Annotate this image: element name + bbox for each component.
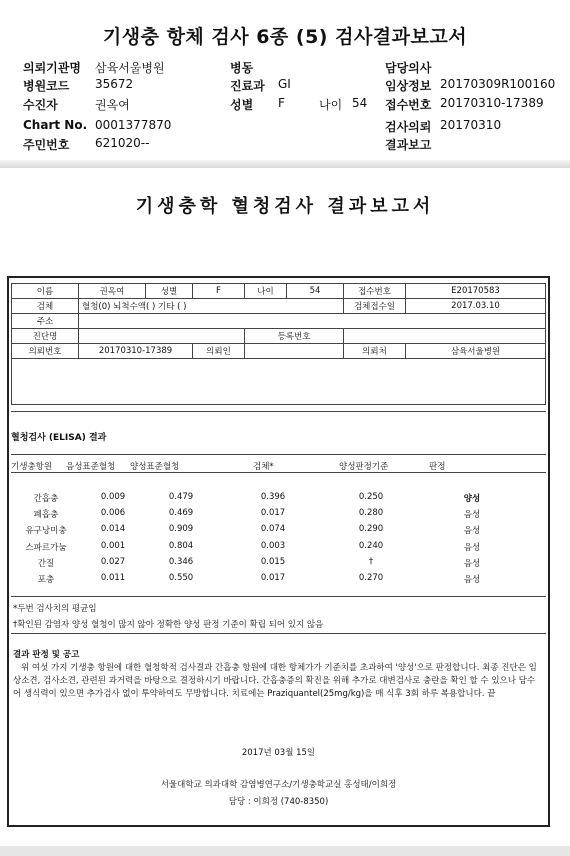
result-cutoff-cell: 0.270 bbox=[358, 573, 384, 583]
divider bbox=[11, 411, 546, 412]
contact: 담당 : 이희정 (740-8350) bbox=[228, 797, 329, 807]
sex-value: F bbox=[193, 284, 245, 299]
age-label-cell: 나이 bbox=[245, 284, 287, 299]
request-place-label: 의뢰처 bbox=[344, 344, 406, 359]
elisa-title: 혈청검사 (ELISA) 결과 bbox=[11, 433, 107, 443]
result-antigen-cell: 간질 bbox=[37, 558, 55, 569]
address-value bbox=[79, 314, 546, 329]
result-cutoff-cell: 0.240 bbox=[358, 540, 384, 551]
diagnosis-value bbox=[79, 329, 245, 344]
result-pos-cell: 0.909 bbox=[168, 524, 194, 535]
page-separator-bottom bbox=[0, 846, 570, 856]
result-neg-cell: 0.006 bbox=[100, 508, 126, 519]
divider bbox=[11, 596, 546, 597]
header-label: 담당의사 bbox=[385, 61, 432, 75]
header-label: 성별 bbox=[230, 98, 254, 112]
age-value: 54 bbox=[352, 96, 368, 110]
received-label: 검체접수일 bbox=[344, 299, 406, 314]
result-neg-cell: 0.011 bbox=[100, 573, 126, 583]
col-sample: 검체* bbox=[253, 462, 274, 472]
result-antigen-cell: 포충 bbox=[37, 575, 55, 585]
requester-value bbox=[245, 344, 344, 359]
result-neg-cell: 0.014 bbox=[100, 524, 126, 535]
divider bbox=[11, 472, 546, 473]
divider bbox=[11, 454, 546, 455]
result-neg-cell: 0.027 bbox=[100, 556, 126, 567]
divider bbox=[11, 633, 546, 634]
issuing-org: 서울대학교 의과대학 감염병연구소/기생충학교실 홍성태/이희정 bbox=[160, 780, 397, 790]
result-result-cell: 음성 bbox=[463, 558, 481, 569]
header-value: 삼육서울병원 bbox=[95, 61, 165, 75]
col-antigen: 기생충항원 bbox=[11, 462, 53, 472]
diagnosis-label: 진단명 bbox=[12, 329, 79, 344]
col-positive-std: 양성표준혈청 bbox=[130, 462, 180, 472]
header-value: 20170310 bbox=[440, 118, 502, 132]
specimen-value: 혈청(0) 뇌척수액( ) 기타 ( ) bbox=[79, 299, 344, 314]
col-result: 판정 bbox=[429, 462, 446, 472]
header-label: 병동 bbox=[230, 61, 254, 75]
blank-area bbox=[11, 359, 546, 405]
header-label: 주민번호 bbox=[23, 138, 70, 152]
name-value: 권옥여 bbox=[79, 284, 146, 299]
result-cutoff-cell: 0.290 bbox=[358, 524, 384, 535]
name-label: 이름 bbox=[12, 284, 79, 299]
result-pos-cell: 0.346 bbox=[168, 556, 194, 567]
result-sample-cell: 0.074 bbox=[260, 524, 286, 535]
header-label: 임상정보 bbox=[385, 79, 432, 93]
registration-label: 등록번호 bbox=[245, 329, 344, 344]
result-cutoff-cell: 0.280 bbox=[358, 508, 384, 519]
accession-label: 접수번호 bbox=[344, 284, 406, 299]
result-pos-cell: 0.804 bbox=[168, 540, 194, 551]
scanned-doc-title: 기생충학 혈청검사 결과보고서 bbox=[135, 196, 435, 217]
result-result-cell: 음성 bbox=[463, 510, 481, 521]
result-neg-cell: 0.009 bbox=[100, 492, 126, 502]
result-pos-cell: 0.479 bbox=[168, 492, 194, 502]
col-negative-std: 음성표준혈청 bbox=[66, 462, 116, 472]
header-label: 접수번호 bbox=[385, 98, 432, 112]
result-result-cell: 음성 bbox=[463, 526, 481, 537]
result-sample-cell: 0.015 bbox=[260, 556, 286, 567]
specimen-label: 검체 bbox=[12, 299, 79, 314]
note-cutoff: †확인된 감염자 양성 혈청이 많지 않아 정확한 양성 판정 기준이 확립 되어 있지 않음 bbox=[13, 620, 324, 630]
result-result-cell: 양성 bbox=[463, 494, 481, 504]
col-cutoff: 양성판정기준 bbox=[339, 462, 389, 472]
result-sample-cell: 0.017 bbox=[260, 573, 286, 583]
request-no-value: 20170310-17389 bbox=[79, 344, 193, 359]
result-pos-cell: 0.469 bbox=[168, 508, 194, 519]
header-label: 진료과 bbox=[230, 79, 265, 93]
age-label: 나이 bbox=[319, 98, 343, 112]
conclusion-text: 위 여섯 가지 기생충 항원에 대한 혈청학적 검사결과 간흡충 항원에 대한 항체가가 기준치를 초과하여 '양성'으로 판정합니다. 최종 진단은 임상소견, 검사소견, 관련된 과거력을 바탕으로 결정하시기 바랍니다. 간흡충증의 확진을 위해 추가로 대변검사로 충란을 확인 할 수 있으나 담수어 생식력이 있으면 추가검사 없이 투약하여도 무방합니다. 치료에는 Praziquantel(25mg/kg)을 매 식후 3회 하루 복용합니다. 끝 bbox=[13, 663, 537, 699]
header-label: 의뢰기관명 bbox=[23, 61, 81, 75]
report-title: 기생충 항체 검사 6종 (5) 검사결과보고서 bbox=[102, 26, 468, 48]
request-no-label: 의뢰번호 bbox=[12, 344, 79, 359]
header-label: 병원코드 bbox=[23, 79, 70, 93]
sex-label: 성별 bbox=[146, 284, 193, 299]
header-value: 20170310-17389 bbox=[440, 96, 544, 110]
header-value: 35672 bbox=[95, 77, 134, 91]
header-label: 결과보고 bbox=[385, 138, 432, 152]
scanned-report bbox=[7, 276, 550, 827]
header-value: 권옥여 bbox=[95, 98, 130, 112]
result-sample-cell: 0.017 bbox=[260, 508, 286, 519]
result-antigen-cell: 간흡충 bbox=[33, 494, 59, 504]
header-label: 검사의뢰 bbox=[385, 120, 432, 134]
result-result-cell: 음성 bbox=[463, 575, 481, 585]
result-result-cell: 음성 bbox=[463, 542, 481, 553]
result-antigen-cell: 폐흡충 bbox=[33, 510, 59, 521]
note-average: *두번 검사치의 평균임 bbox=[13, 604, 97, 614]
header-value: 0001377870 bbox=[95, 118, 172, 132]
conclusion-heading: 결과 판정 및 공고 bbox=[13, 650, 80, 660]
result-antigen-cell: 스파르가눔 bbox=[25, 542, 67, 553]
report-date: 2017년 03월 15일 bbox=[241, 748, 316, 758]
result-antigen-cell: 유구낭미충 bbox=[25, 526, 67, 537]
result-sample-cell: 0.396 bbox=[260, 492, 286, 502]
result-sample-cell: 0.003 bbox=[260, 540, 286, 551]
header-value: 621020-- bbox=[95, 136, 150, 150]
result-neg-cell: 0.001 bbox=[100, 540, 126, 551]
result-cutoff-cell: 0.250 bbox=[358, 492, 384, 502]
requester-label: 의뢰인 bbox=[193, 344, 245, 359]
result-pos-cell: 0.550 bbox=[168, 573, 194, 583]
header-value: GI bbox=[278, 77, 291, 91]
registration-value bbox=[344, 329, 546, 344]
header-label: Chart No. bbox=[23, 118, 88, 132]
header-value: F bbox=[278, 96, 285, 110]
header-value: 20170309R100160 bbox=[440, 77, 556, 91]
result-cutoff-cell: † bbox=[368, 556, 374, 567]
header-label: 수진자 bbox=[23, 98, 58, 112]
request-place-value: 삼육서울병원 bbox=[406, 344, 546, 359]
patient-info-table bbox=[11, 283, 546, 359]
received-value: 2017.03.10 bbox=[406, 299, 546, 314]
age-value-cell: 54 bbox=[287, 284, 344, 299]
address-label: 주소 bbox=[12, 314, 79, 329]
page-separator bbox=[0, 160, 570, 168]
accession-value: E20170583 bbox=[406, 284, 546, 299]
